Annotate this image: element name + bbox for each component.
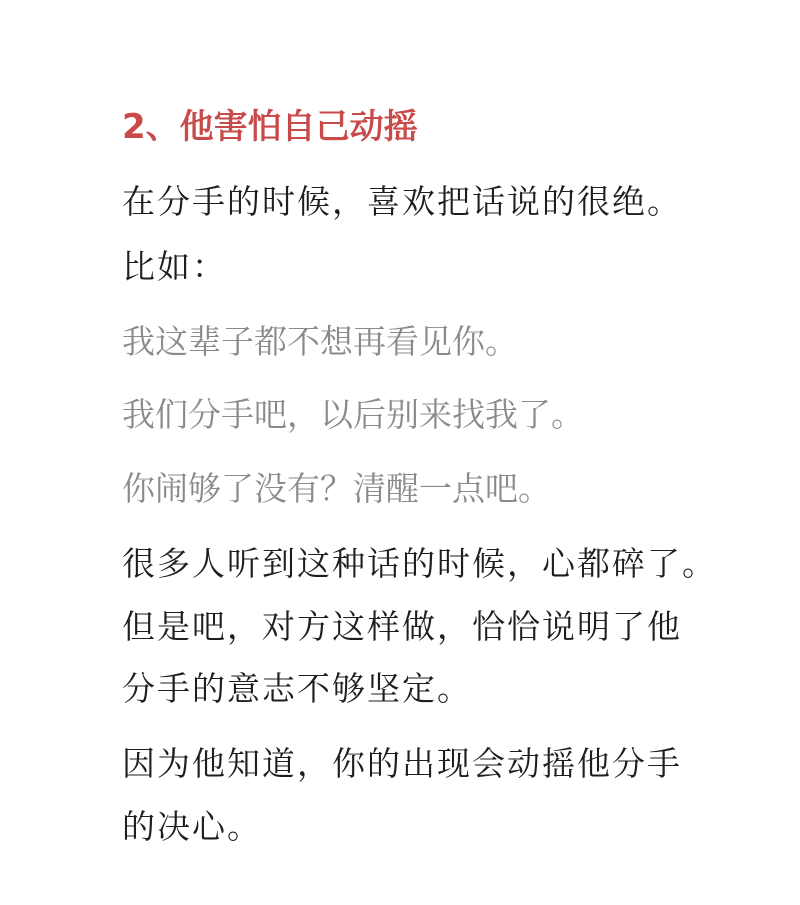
- section-heading: 2、他害怕自己动摇: [122, 107, 418, 147]
- quote-line-2: 我们分手吧，以后别来找我了。: [122, 395, 584, 434]
- paragraph-2-line-2: 的决心。: [122, 807, 262, 846]
- quote-line-1: 我这辈子都不想再看见你。: [122, 322, 518, 361]
- paragraph-1-line-3: 分手的意志不够坚定。: [122, 669, 472, 708]
- paragraph-2-line-1: 因为他知道，你的出现会动摇他分手: [122, 744, 682, 783]
- paragraph-1-line-2: 但是吧，对方这样做，恰恰说明了他: [122, 607, 682, 646]
- quote-line-3: 你闹够了没有？清醒一点吧。: [122, 469, 551, 508]
- intro-line-1: 在分手的时候，喜欢把话说的很绝。: [122, 182, 682, 221]
- intro-line-2: 比如：: [122, 247, 227, 286]
- paragraph-1-line-1: 很多人听到这种话的时候，心都碎了。: [122, 544, 717, 583]
